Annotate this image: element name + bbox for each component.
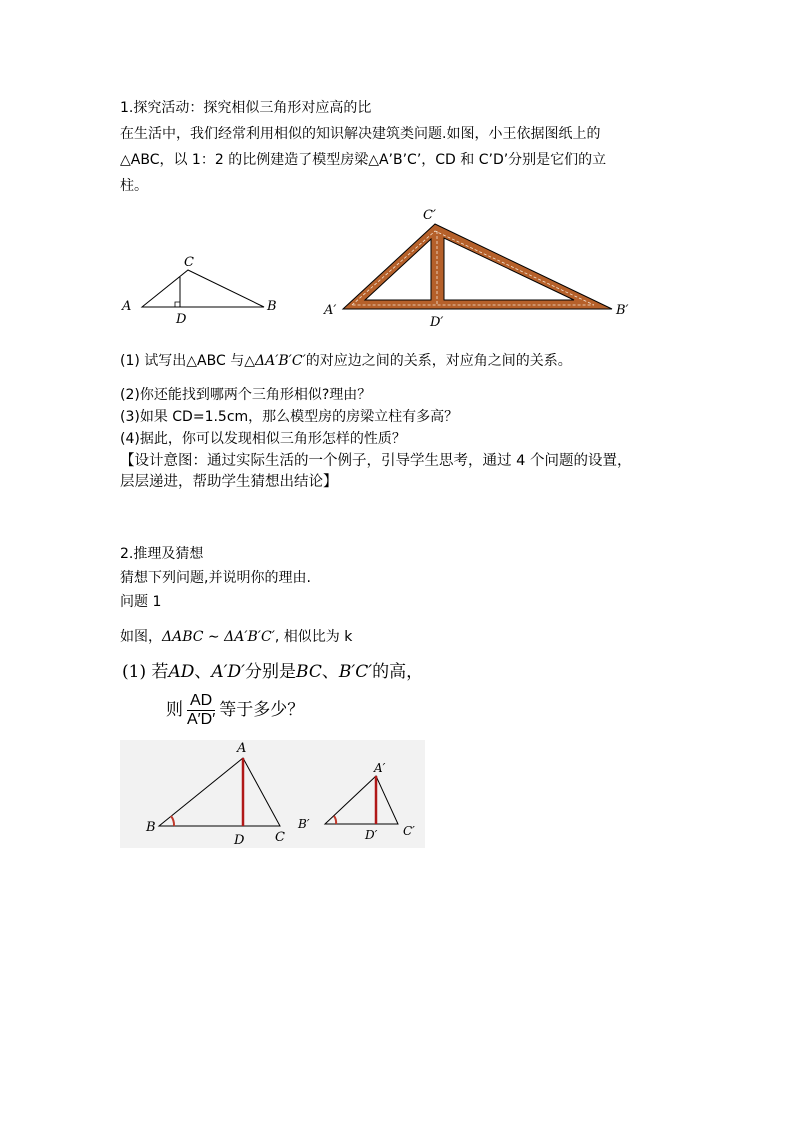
label-b: B	[267, 299, 277, 314]
label-b2: B	[146, 820, 156, 835]
design-intent-line2: 层层递进，帮助学生猜想出结论】	[120, 474, 338, 490]
angle-b-prime-arc	[334, 816, 336, 824]
label-d: D	[176, 312, 187, 327]
figure-similar-triangles	[120, 740, 425, 848]
design-intent-line1: 【设计意图：通过实际生活的一个例子，引导学生思考，通过 4 个问题的设置，	[120, 453, 632, 469]
figure-small-triangle	[118, 252, 288, 327]
altitude-question: (1) 若AD、A′D′分别是BC、B′C′的高，	[122, 662, 424, 682]
triangle-abc-small	[325, 776, 398, 824]
label-a2: A	[237, 741, 247, 756]
question-1: (1) 试写出△ABC 与△ΔA′B′C′的对应边之间的关系，对应角之间的关系。	[120, 353, 572, 369]
label-d-prime: D′	[430, 315, 444, 330]
similarity-statement: 如图，ΔABC ∼ ΔA′B′C′, 相似比为 k	[120, 629, 353, 645]
beam-hole-right	[444, 238, 574, 300]
angle-b-arc	[171, 816, 174, 826]
label-d2: D	[234, 833, 245, 848]
label-c2-prime: C′	[403, 824, 415, 838]
question-4: (4)据此，你可以发现相似三角形怎样的性质？	[120, 431, 406, 447]
section2-title: 2.推理及猜想	[120, 546, 204, 562]
label-c: C	[184, 255, 194, 270]
label-c-prime: C′	[423, 208, 436, 223]
beam-hole-left	[365, 239, 431, 300]
right-angle-mark	[175, 302, 180, 307]
problem-label: 问题 1	[120, 594, 162, 610]
section1-paragraph-line2: △ABC，以 1：2 的比例建造了模型房梁△A’B’C’，CD 和 C’D’分别是它们的立	[120, 152, 607, 168]
question-2: (2)你还能找到哪两个三角形相似?理由？	[120, 387, 372, 403]
section2-instruction: 猜想下列问题,并说明你的理由.	[120, 570, 311, 586]
label-a-prime: A′	[324, 303, 337, 318]
ratio-question: 则 $\frac{AD}{A'D'}$ 等于多少？	[166, 692, 305, 728]
triangle-abc-large	[159, 758, 280, 826]
section1-paragraph-line1: 在生活中，我们经常利用相似的知识解决建筑类问题.如图，小王依据图纸上的	[120, 126, 601, 142]
figure-model-beam	[320, 205, 640, 330]
ratio-fraction: $\frac{AD}{A'D'}$	[187, 692, 216, 728]
label-d2-prime: D′	[365, 828, 378, 842]
question-3: (3)如果 CD=1.5cm，那么模型房的房梁立柱有多高？	[120, 409, 459, 425]
label-c2: C	[275, 830, 285, 845]
section1-title: 1.探究活动：探究相似三角形对应高的比	[120, 100, 372, 116]
label-b2-prime: B′	[298, 817, 310, 831]
section1-paragraph-line3: 柱。	[120, 178, 148, 194]
label-a2-prime: A′	[374, 761, 386, 775]
label-b-prime: B′	[616, 303, 629, 318]
label-a: A	[122, 299, 132, 314]
triangle-abc	[142, 270, 264, 307]
